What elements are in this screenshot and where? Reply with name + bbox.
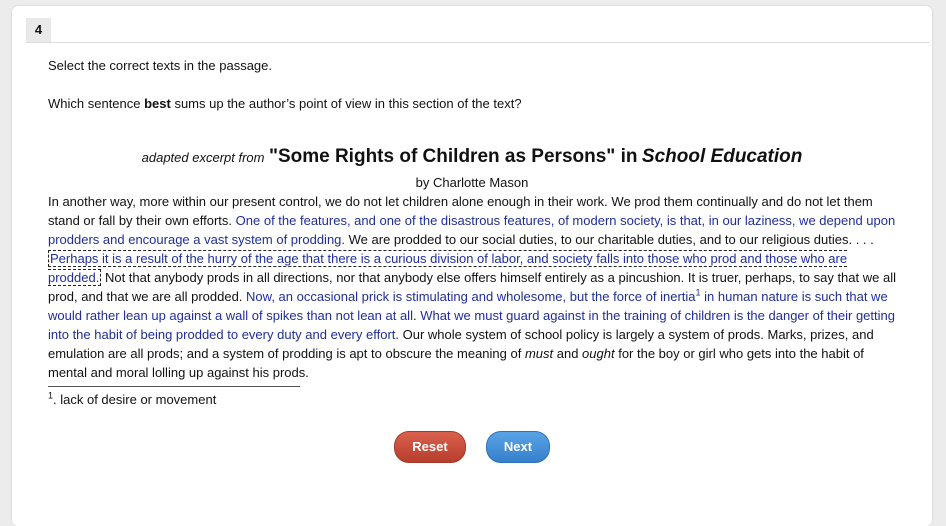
selectable-sentence-1[interactable]: One of the features, and one of the disastrous features, of modern society, is that, in our laziness, we depend upon prodders and encourage a vast system of prodding. [48, 213, 896, 247]
selectable-sentence-4[interactable]: What we must guard against in the training of children is the danger of their getting into the habit of being prodded to every duty and every effort. [48, 308, 895, 342]
footnote-divider [48, 386, 300, 387]
question-prompt [48, 96, 522, 111]
passage-body [48, 192, 898, 382]
passage-text: for the boy or girl who gets into the habit of mental and moral lolling up against his prods. [48, 346, 864, 380]
prompt-emphasis: best [144, 96, 171, 111]
prompt-end: sums up the author’s point of view in this section of the text? [170, 96, 522, 111]
passage-text: . [412, 308, 417, 323]
passage-text: Our whole system of school policy is largely a system of prods. Marks, prizes, and emulation are all prods; and a system of prodding is apt to obscure the meaning of [48, 327, 874, 361]
italic-word-must: must [524, 346, 554, 361]
header-divider [26, 42, 930, 43]
prompt-start: Which sentence [48, 96, 145, 111]
selectable-sentence-3-part-a: Now, an occasional prick is stimulating and wholesome, but the force of inertia [246, 289, 696, 304]
footnote-marker: 1 [695, 287, 701, 298]
passage-title [12, 146, 932, 168]
question-card [12, 6, 932, 526]
passage-text: and [553, 346, 583, 361]
title-prefix: adapted excerpt from [141, 150, 265, 165]
selectable-sentence-2[interactable]: Perhaps it is a result of the hurry of the age that there is a curious division of labor, and society falls into those who prod and those who are prodded. [48, 251, 848, 285]
passage-text: We are prodded to our social duties, to our charitable duties, and to our religious duties. . . . [348, 232, 874, 247]
footnote-number: 1 [48, 390, 54, 401]
italic-word-ought: ought [582, 346, 615, 361]
footnote-text: . lack of desire or movement [53, 392, 217, 407]
reset-button[interactable]: Reset [394, 431, 466, 463]
footnote [48, 392, 216, 407]
instruction-text: Select the correct texts in the passage. [48, 58, 273, 73]
passage-author: by Charlotte Mason [415, 175, 529, 190]
passage-text: Not that anybody prods in all directions, nor that anybody else offers himself entirely as a pincushion. It is truer, perhaps, to say that we all prod, and that we are all prodded. [48, 270, 896, 304]
selectable-sentence-3-part-b: in human nature is such that we would rather lean up against a wall of spikes than not lean at all [48, 289, 888, 323]
question-number: 4 [26, 18, 51, 42]
passage-text: In another way, more within our present control, we do not let children alone enough in their work. We prod them continually and do not let them stand or fall by their own efforts. [48, 194, 873, 228]
title-main: "Some Rights of Children as Persons" in [268, 146, 638, 167]
title-source: School Education [641, 146, 803, 167]
next-button[interactable]: Next [486, 431, 550, 463]
